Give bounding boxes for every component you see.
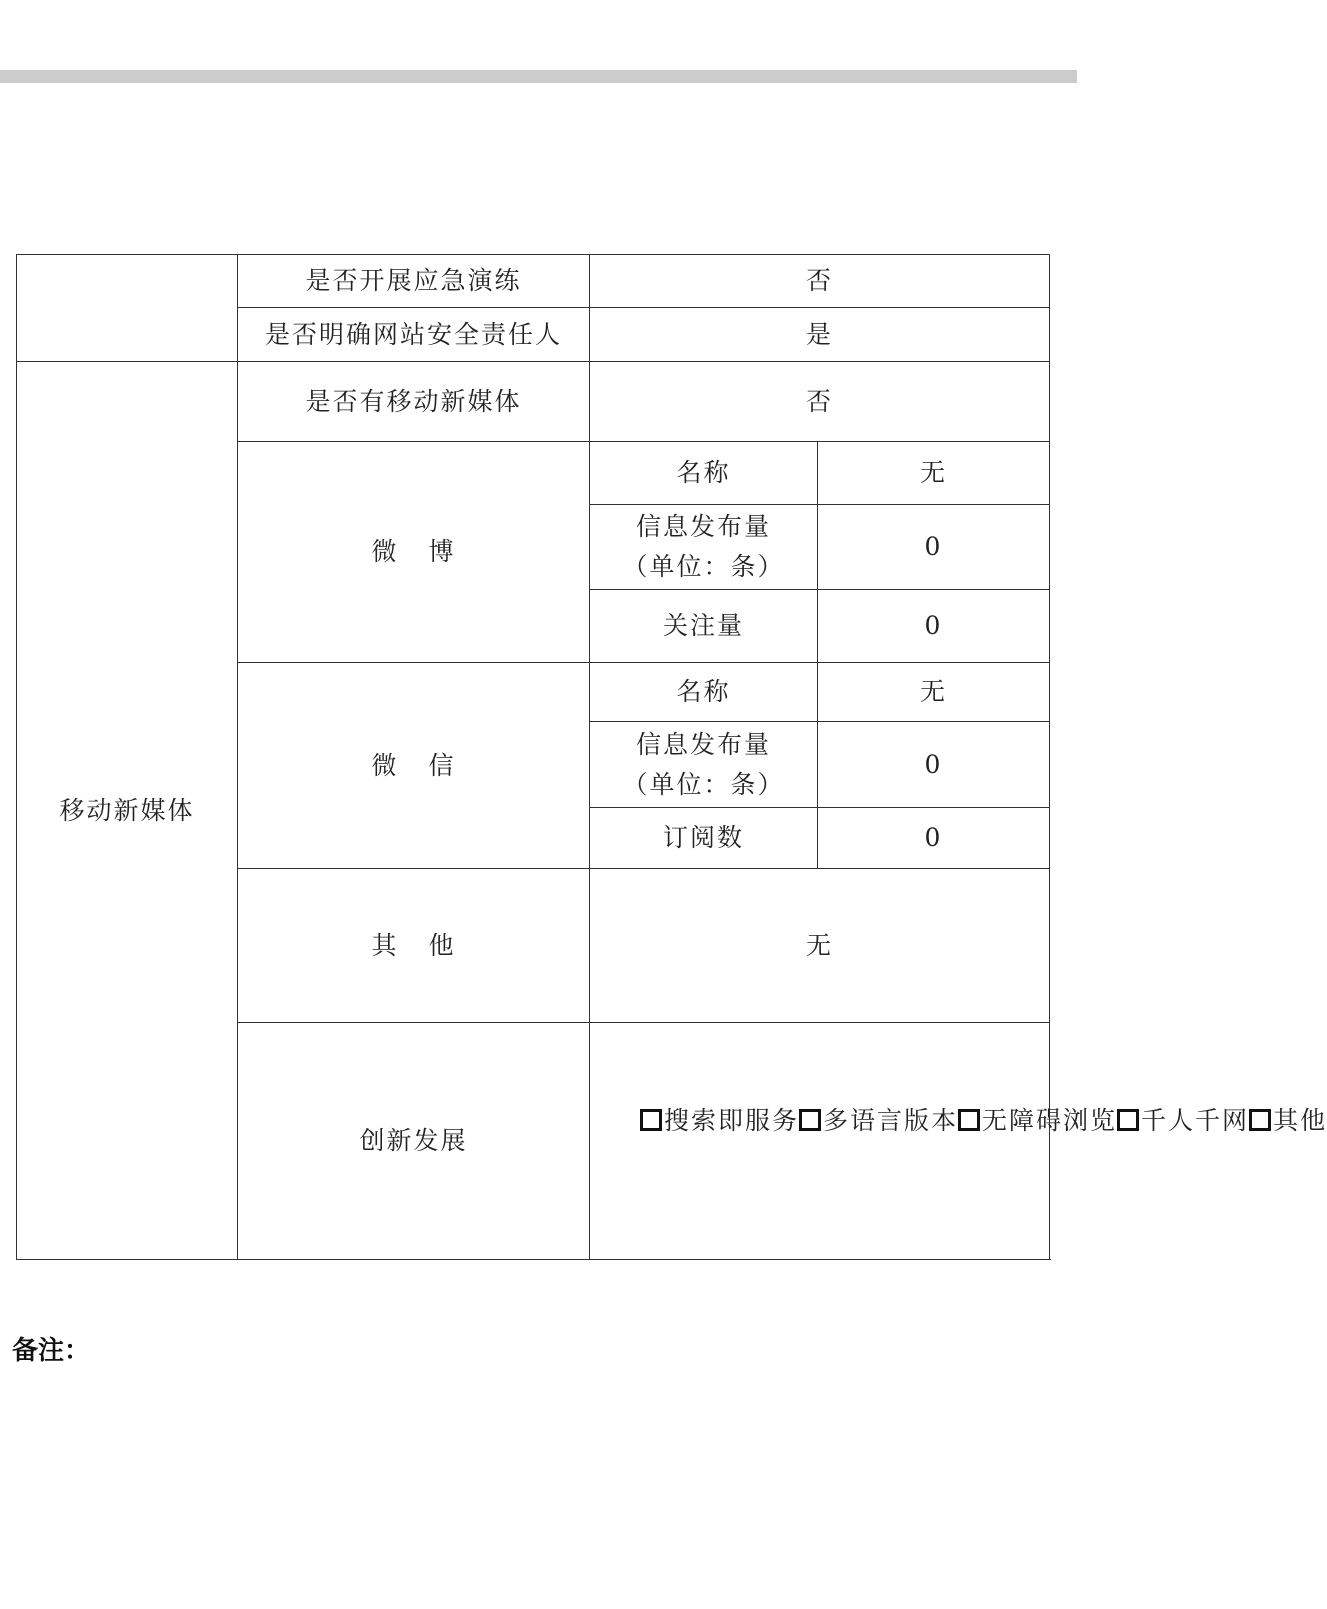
row-emergency-drill [17, 255, 1050, 308]
weibo-label-char-1: 微 [371, 537, 399, 566]
checkbox-icon[interactable] [958, 1109, 980, 1131]
website-report-table [16, 254, 1327, 1260]
note-label: 备注： [12, 1336, 91, 1366]
wechat-label-char-2: 信 [428, 750, 456, 780]
innovation-options [590, 1023, 1327, 1260]
security-officer-value: 是 [590, 308, 1050, 362]
row-has-mobile-media [17, 362, 1050, 442]
has-mobile-value: 否 [590, 362, 1050, 442]
checkbox-icon[interactable] [640, 1109, 662, 1131]
wechat-publish-label-line1: 信息发布量 [635, 729, 771, 759]
option-personalized: 千人千网 [1141, 1106, 1250, 1135]
wechat-subscribe-value: 0 [818, 808, 1050, 869]
wechat-name-label: 名称 [590, 663, 818, 722]
emergency-drill-value: 否 [590, 255, 1050, 308]
weibo-follow-label: 关注量 [590, 590, 818, 663]
innovation-option-list [640, 1101, 1327, 1141]
weibo-publish-label [590, 505, 818, 590]
emergency-drill-label: 是否开展应急演练 [238, 255, 590, 308]
wechat-publish-label [590, 722, 818, 808]
wechat-label [238, 663, 590, 869]
wechat-publish-label-line2: （单位：条） [622, 769, 785, 799]
other-label [238, 869, 590, 1023]
option-search-service: 搜索即服务 [664, 1106, 800, 1135]
other-label-char-1: 其 [371, 930, 399, 960]
other-value: 无 [590, 869, 1050, 1023]
weibo-publish-label-line1: 信息发布量 [635, 512, 771, 541]
weibo-label [238, 442, 590, 663]
security-officer-label: 是否明确网站安全责任人 [238, 308, 590, 362]
innovation-label: 创新发展 [238, 1023, 590, 1260]
weibo-label-char-2: 博 [428, 537, 456, 566]
has-mobile-label: 是否有移动新媒体 [238, 362, 590, 442]
top-divider-bar [0, 70, 1077, 83]
checkbox-icon[interactable] [799, 1109, 821, 1131]
wechat-subscribe-label: 订阅数 [590, 808, 818, 869]
wechat-publish-value: 0 [818, 722, 1050, 808]
checkbox-icon[interactable] [1117, 1109, 1139, 1131]
mobile-media-section-label: 移动新媒体 [17, 362, 238, 1260]
option-other: 其他 [1273, 1106, 1327, 1135]
option-accessibility: 无障碍浏览 [982, 1106, 1118, 1135]
weibo-publish-label-line2: （单位：条） [622, 552, 785, 581]
option-multilingual: 多语言版本 [823, 1106, 959, 1135]
other-label-char-2: 他 [428, 930, 456, 960]
weibo-publish-value: 0 [818, 505, 1050, 590]
wechat-name-value: 无 [818, 663, 1050, 722]
weibo-name-label: 名称 [590, 442, 818, 505]
wechat-label-char-1: 微 [371, 750, 399, 780]
weibo-follow-value: 0 [818, 590, 1050, 663]
checkbox-icon[interactable] [1249, 1109, 1271, 1131]
blank-category-cell [17, 255, 238, 362]
weibo-name-value: 无 [818, 442, 1050, 505]
